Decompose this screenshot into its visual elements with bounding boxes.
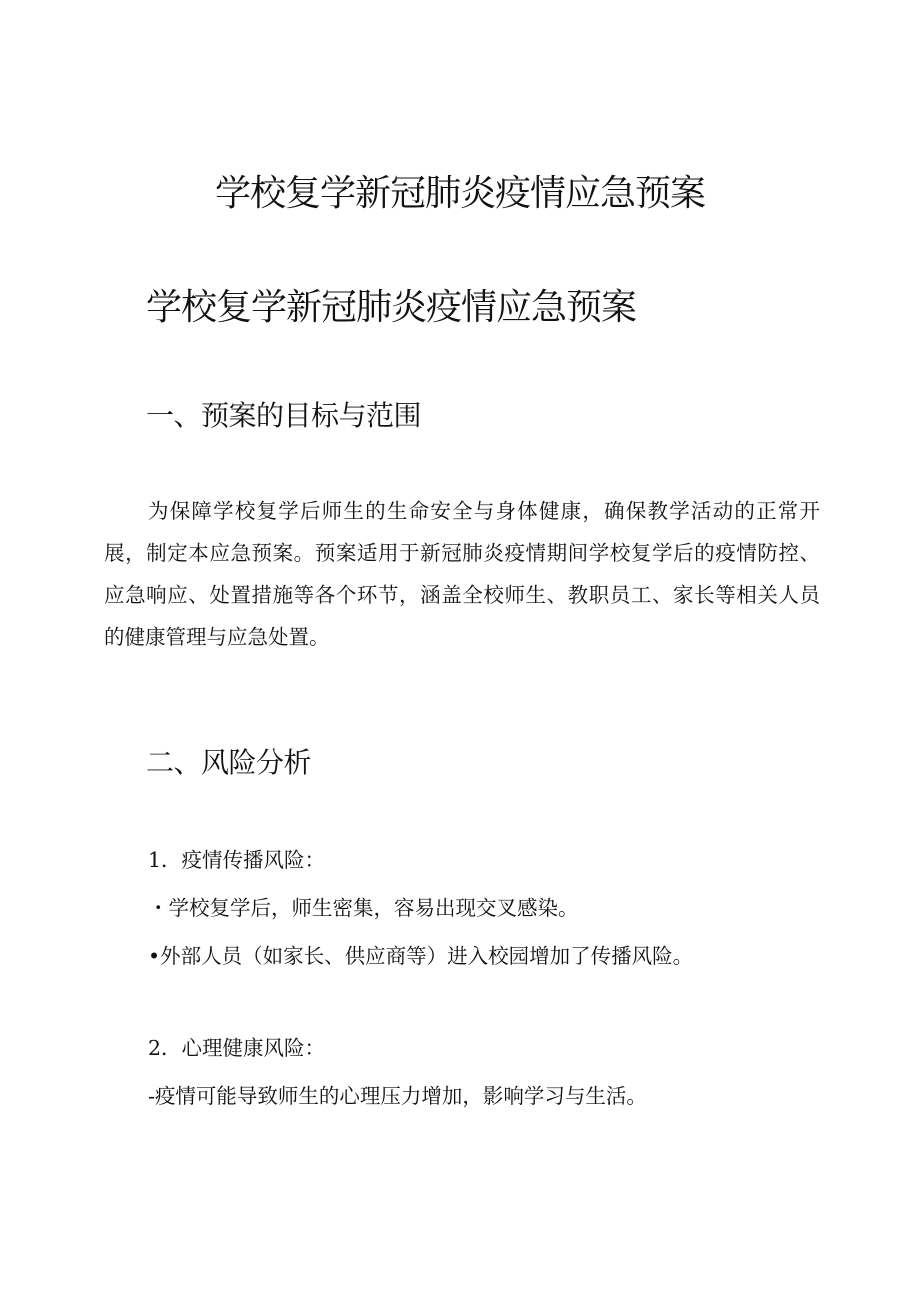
risk-bullet-outside-visitors: •外部人员（如家长、供应商等）进入校园增加了传播风险。 <box>148 944 694 968</box>
risk-item-heading-spread: 1．疫情传播风险： <box>148 848 326 872</box>
section-paragraph-goals-scope: 为保障学校复学后师生的生命安全与身体健康，确保教学活动的正常开展，制定本应急预案。预案适用于新冠肺炎疫情期间学校复学后的疫情防控、应急响应、处置措施等各个环节，涵盖全校师生、教职员工、家长等相关人员的健康管理与应急处置。 <box>104 499 820 649</box>
section-heading-goals-scope: 一、预案的目标与范围 <box>146 399 422 432</box>
risk-bullet-psychological-pressure: -疫情可能导致师生的心理压力增加，影响学习与生活。 <box>148 1084 647 1108</box>
risk-bullet-cross-infection: ・学校复学后，师生密集，容易出现交叉感染。 <box>148 896 579 920</box>
section-heading-risk-analysis: 二、风险分析 <box>146 746 312 779</box>
risk-item-heading-mental-health: 2．心理健康风险： <box>148 1036 326 1060</box>
document-subtitle: 学校复学新冠肺炎疫情应急预案 <box>146 287 637 328</box>
document-title: 学校复学新冠肺炎疫情应急预案 <box>214 173 705 214</box>
